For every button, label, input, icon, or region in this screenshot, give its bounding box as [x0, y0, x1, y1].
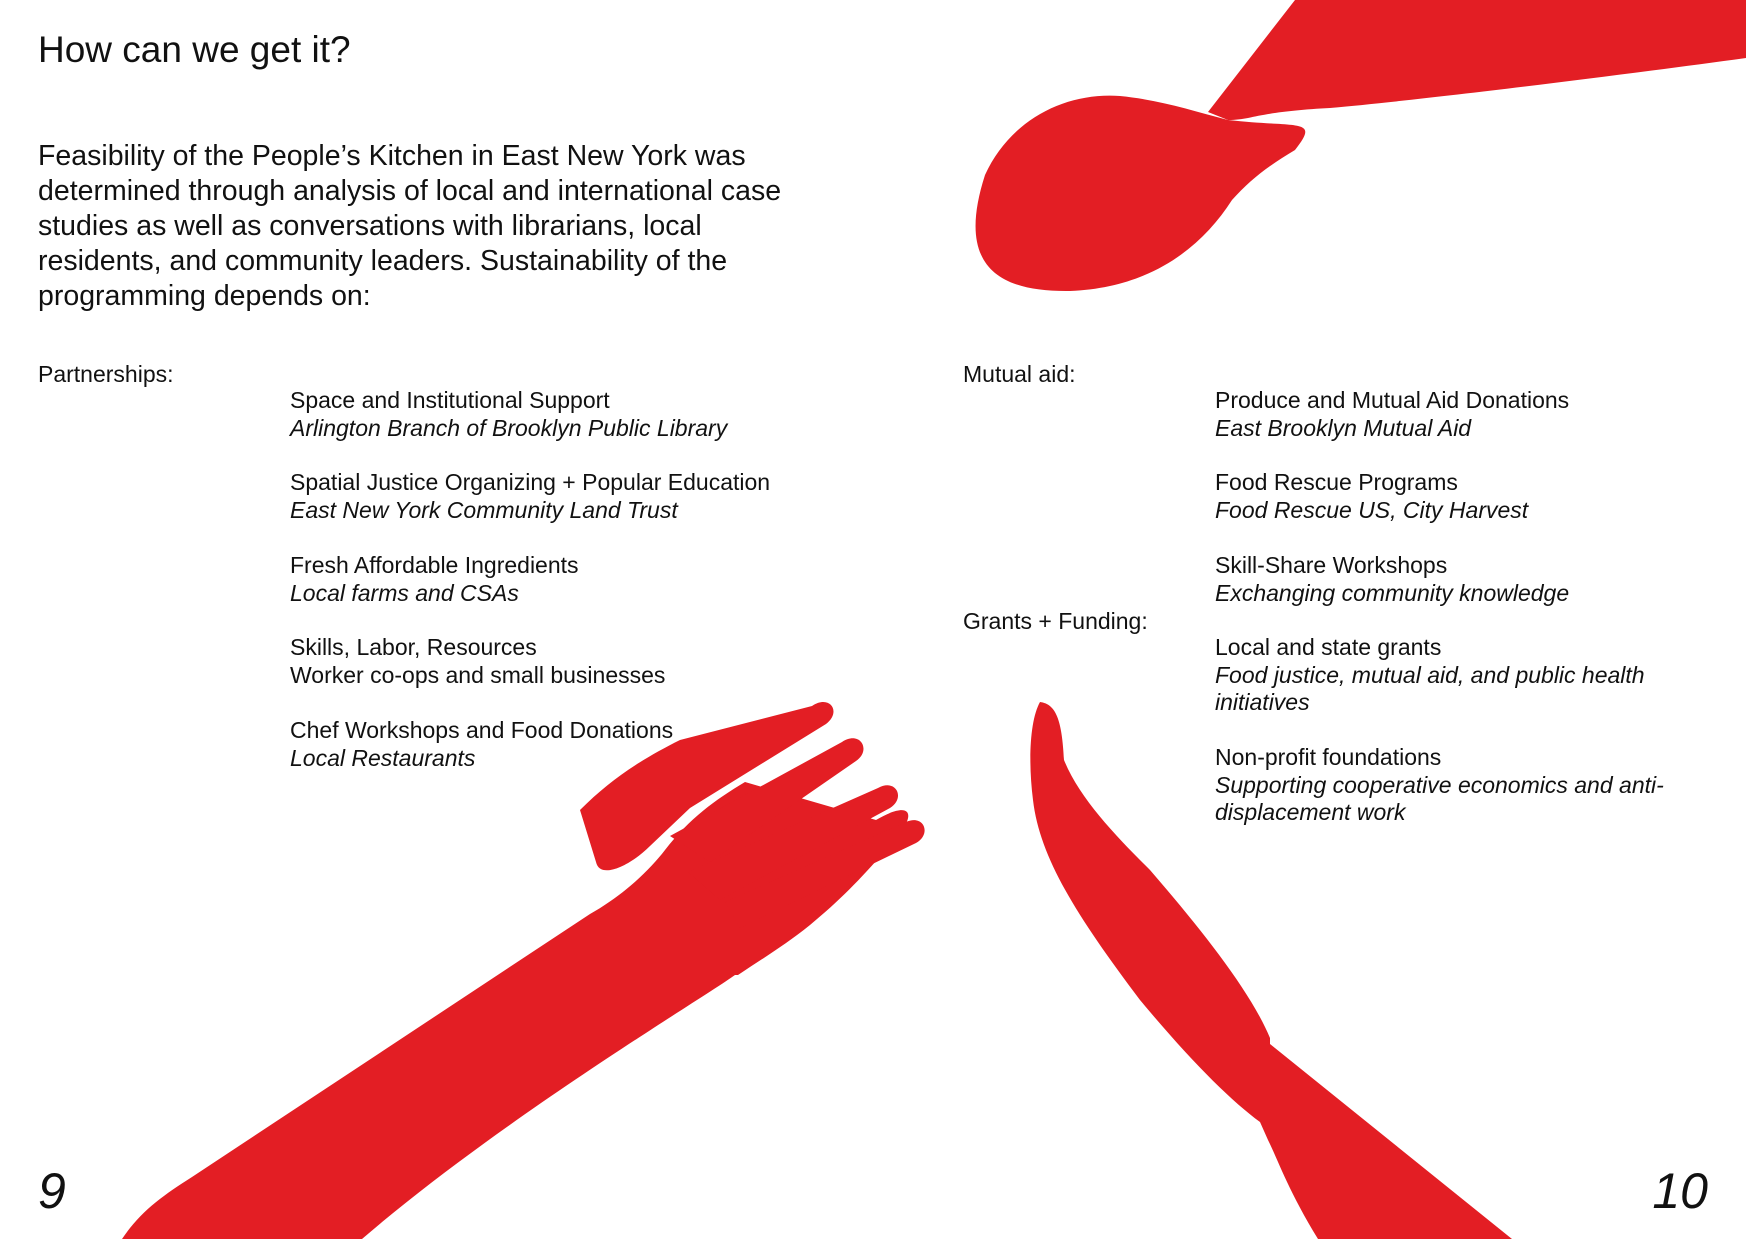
mutual-aid-item [1215, 552, 1569, 607]
mutual-aid-item-detail: Food Rescue US, City Harvest [1215, 496, 1529, 523]
mutual-aid-item-title: Skill-Share Workshops [1215, 552, 1448, 578]
page-number-right: 10 [1652, 1163, 1708, 1219]
grant-item [1215, 634, 1705, 717]
mutual-aid-label: Mutual aid: [963, 361, 1076, 387]
grant-item-title: Local and state grants [1215, 634, 1442, 660]
mutual-aid-item [1215, 387, 1569, 442]
page-number-left: 9 [38, 1163, 66, 1219]
grant-item [1215, 744, 1705, 827]
partnership-item [290, 634, 665, 689]
grant-item-title: Non-profit foundations [1215, 744, 1442, 770]
partnership-item-title: Skills, Labor, Resources [290, 634, 537, 660]
grant-item-detail: Supporting cooperative economics and anti-displacement work [1215, 771, 1664, 825]
mutual-aid-item-title: Produce and Mutual Aid Donations [1215, 387, 1570, 413]
partnerships-label: Partnerships: [38, 361, 174, 387]
fork-icon [122, 702, 925, 1239]
grants-funding-label: Grants + Funding: [963, 608, 1148, 634]
mutual-aid-item-title: Food Rescue Programs [1215, 469, 1458, 495]
partnership-item-title: Fresh Affordable Ingredients [290, 552, 579, 578]
mutual-aid-item-detail: East Brooklyn Mutual Aid [1215, 414, 1472, 441]
grant-item-detail: Food justice, mutual aid, and public health initiatives [1215, 661, 1645, 715]
partnership-item-detail: Local farms and CSAs [290, 579, 519, 606]
partnership-item [290, 387, 727, 442]
partnership-item-title: Spatial Justice Organizing + Popular Education [290, 469, 771, 495]
partnership-item-title: Chef Workshops and Food Donations [290, 717, 674, 743]
partnership-item-detail: Local Restaurants [290, 744, 476, 771]
partnership-item [290, 717, 673, 772]
partnership-item-title: Space and Institutional Support [290, 387, 610, 413]
partnership-item-detail: East New York Community Land Trust [290, 496, 678, 523]
partnership-item-detail: Worker co-ops and small businesses [290, 661, 666, 688]
partnership-item [290, 469, 770, 524]
mutual-aid-item-detail: Exchanging community knowledge [1215, 579, 1570, 606]
partnership-item [290, 552, 579, 607]
intro-paragraph: Feasibility of the People’s Kitchen in East New York was determined through analysis of local and international case studies as well as conversations with librarians, local residents, and community leaders. Sustainability of the programming depends on: [38, 140, 782, 312]
mutual-aid-item [1215, 469, 1528, 524]
spoon-icon [976, 0, 1746, 291]
partnership-item-detail: Arlington Branch of Brooklyn Public Library [290, 414, 728, 441]
page-title: How can we get it? [38, 29, 351, 70]
